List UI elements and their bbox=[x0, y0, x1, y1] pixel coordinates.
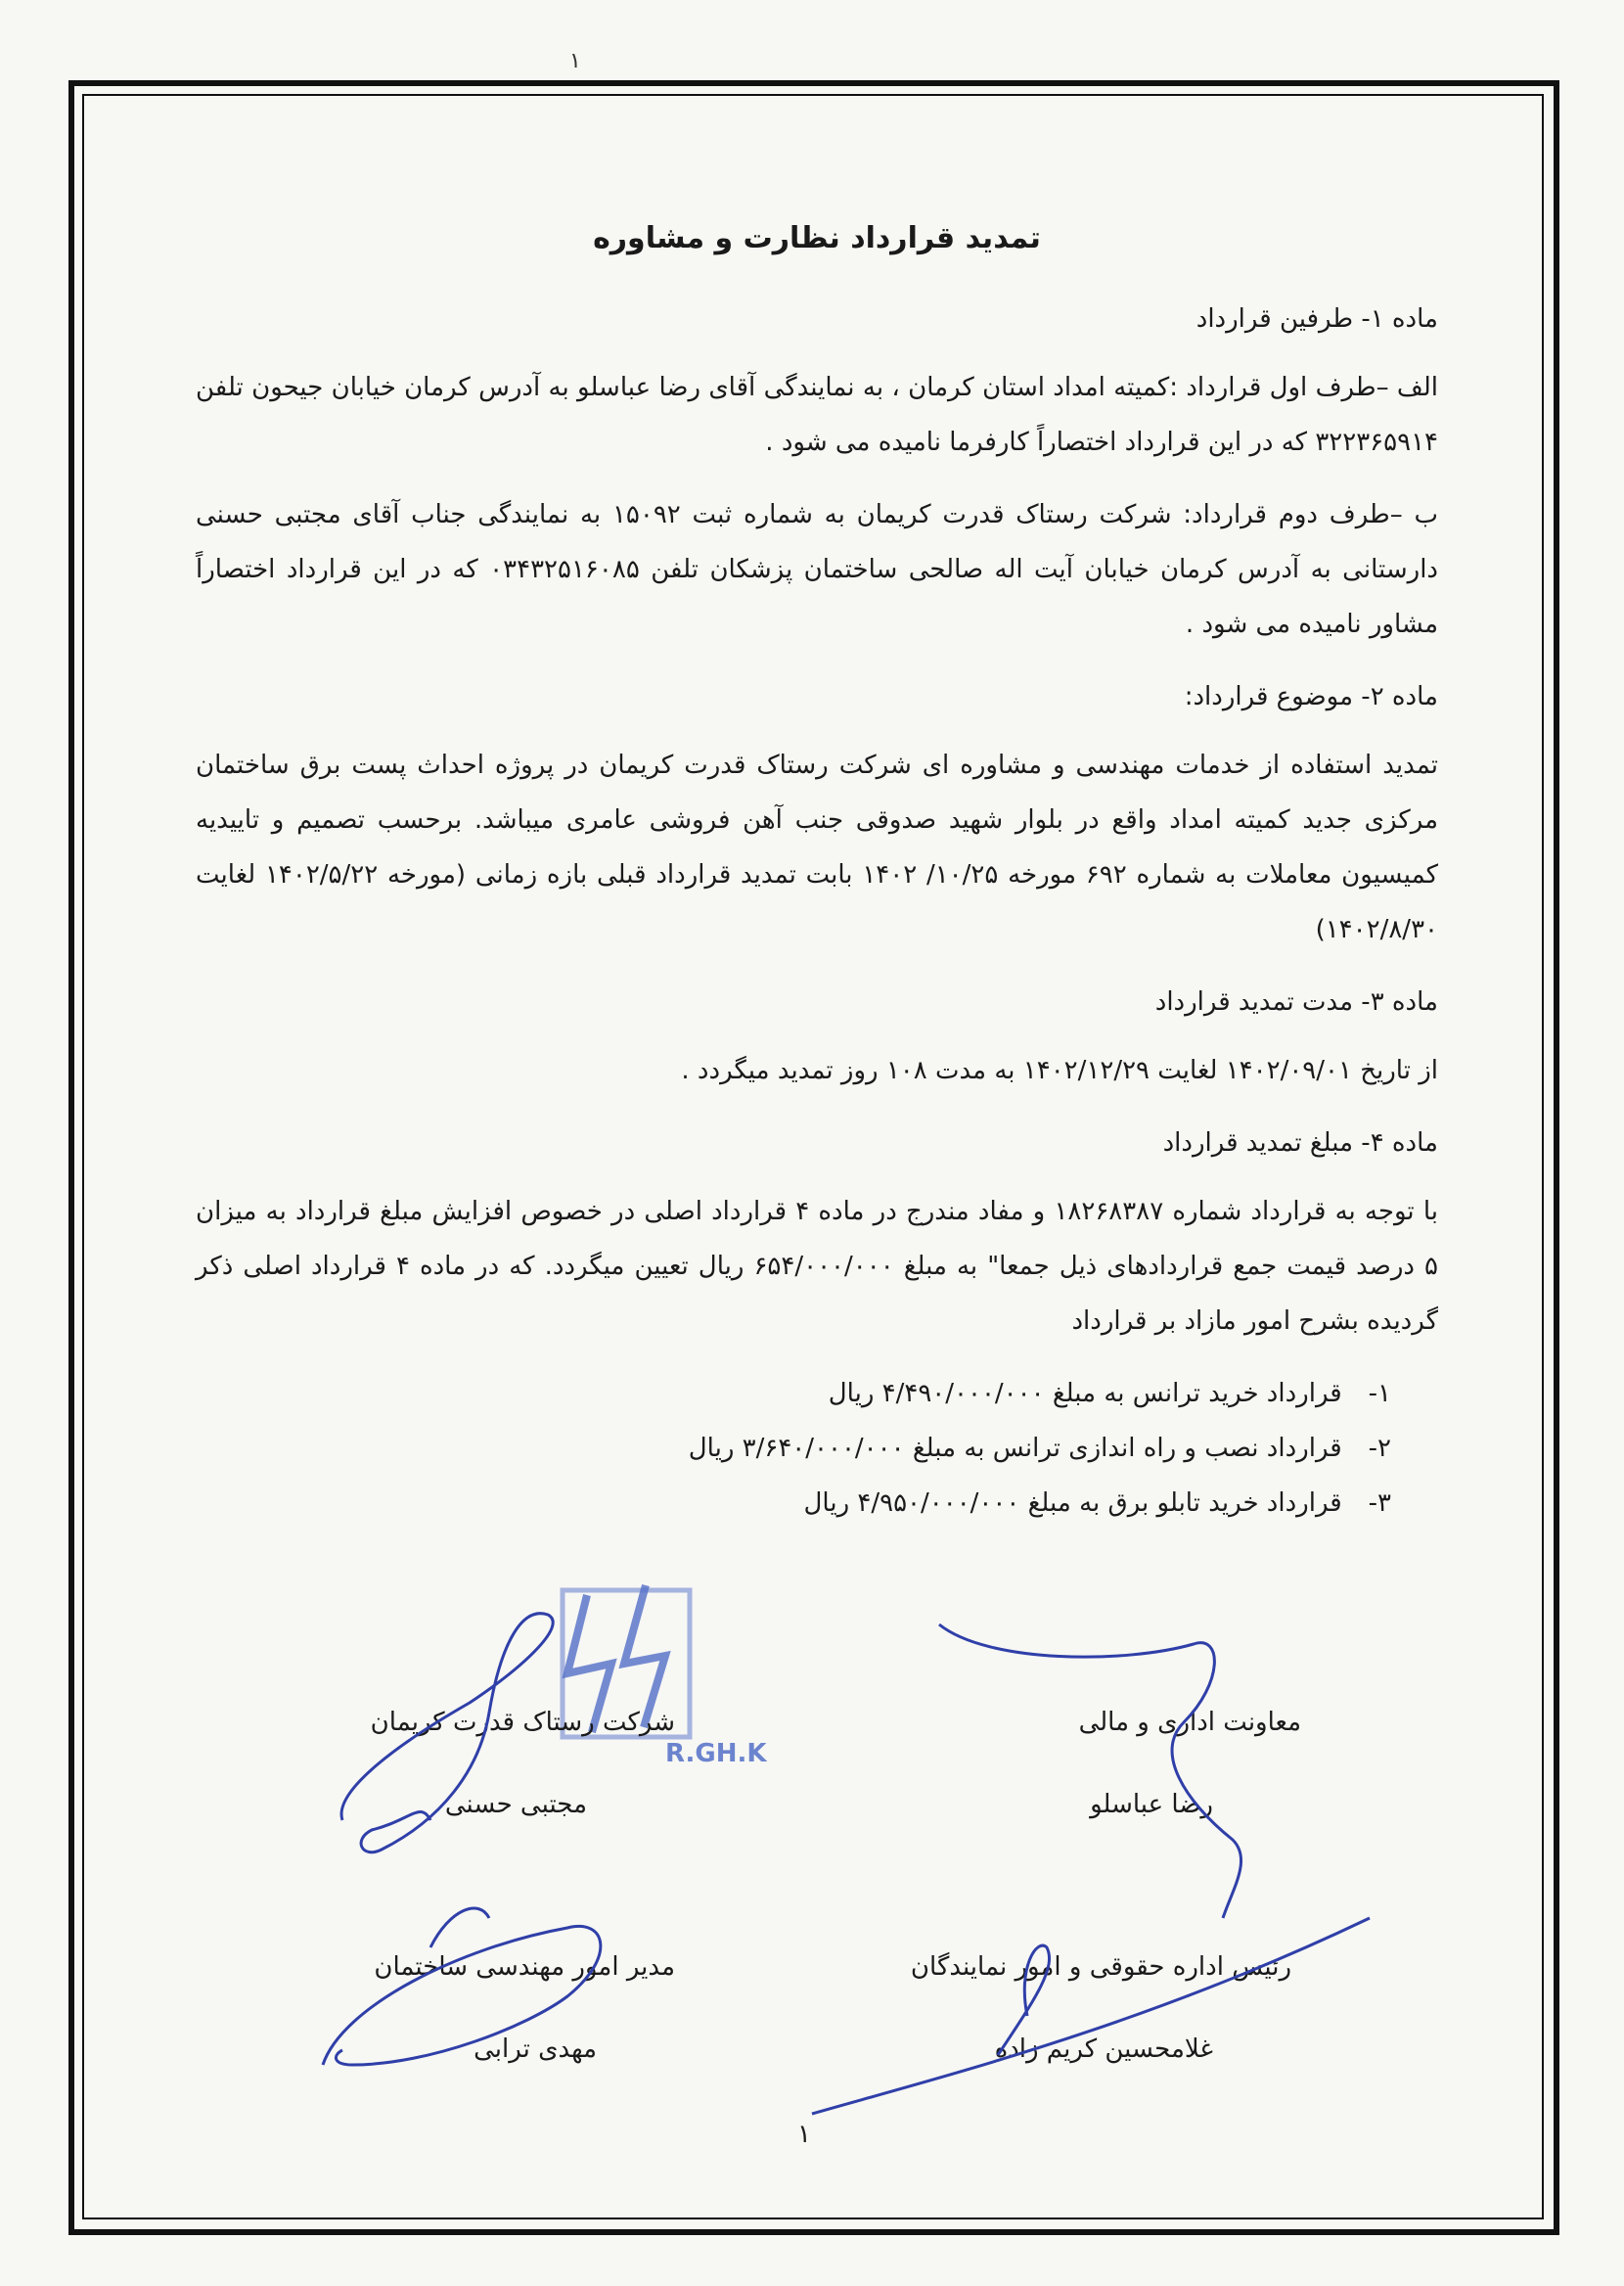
signer-name: مجتبی حسنی bbox=[444, 1790, 587, 1819]
list-item-text: قرارداد نصب و راه اندازی ترانس به مبلغ ۳/۶۴۰/۰۰۰/۰۰۰ ریال bbox=[688, 1434, 1342, 1463]
list-item-number: ۳- bbox=[1368, 1488, 1391, 1518]
list-item-number: ۱- bbox=[1368, 1379, 1391, 1408]
signer-title: معاونت اداری و مالی bbox=[1078, 1708, 1301, 1737]
article-2-body: تمدید استفاده از خدمات مهندسی و مشاوره ای شرکت رستاک قدرت کریمان در پروژه احداث پست برق ساختمان مرکزی جدید کمیته امداد واقع در بلوار شهید صدوقی جنب آهن فروشی عامری میباشد. برحسب تصمیم و تاییدیه کمیسیون معاملات به شماره ۶۹۲ مورخه ۱۰/۲۵/ ۱۴۰۲ بابت تمدید قرارداد قبلی بازه زمانی (مورخه ۱۴۰۲/۵/۲۲ لغایت ۱۴۰۲/۸/۳۰) bbox=[196, 751, 1439, 944]
top-mark: ۱ bbox=[569, 49, 581, 73]
signer-title: مدیر امور مهندسی ساختمان bbox=[374, 1952, 675, 1982]
article-1-party-a: الف –طرف اول قرارداد :کمیته امداد استان کرمان ، به نمایندگی آقای رضا عباسلو به آدرس کرمان خیابان جیحون تلفن ۳۲۲۳۶۵۹۱۴ که در این قرارداد اختصاراً کارفرما نامیده می شود . bbox=[196, 373, 1438, 457]
signer-name: مهدی ترابی bbox=[474, 2035, 597, 2064]
article-4-body: با توجه به قرارداد شماره ۱۸۲۶۸۳۸۷ و مفاد مندرج در ماده ۴ قرارداد اصلی در خصوص افزایش مبلغ قرارداد به میزان ۵ درصد قیمت جمع قراردادهای ذیل جمعا" به مبلغ ۶۵۴/۰۰۰/۰۰۰ ریال تعیین میگردد. که در ماده ۴ قرارداد اصلی ذکر گردیده بشرح امور مازاد بر قرارداد bbox=[196, 1197, 1438, 1336]
signature-block-right-top bbox=[1008, 1703, 1301, 1824]
signer-title: شرکت رستاک قدرت کریمان bbox=[370, 1708, 675, 1737]
article-3-heading: ماده ۳- مدت تمدید قرارداد bbox=[1154, 987, 1438, 1017]
signature-block-right-bottom bbox=[880, 1947, 1291, 2069]
list-item bbox=[196, 1476, 1399, 1531]
article-4-heading: ماده ۴- مبلغ تمدید قرارداد bbox=[1162, 1128, 1438, 1158]
signature-block-left-top bbox=[352, 1703, 675, 1824]
document-title: تمدید قرارداد نظارت و مشاوره bbox=[593, 221, 1041, 255]
list-item bbox=[196, 1366, 1399, 1421]
list-item-number: ۲- bbox=[1368, 1434, 1391, 1463]
article-3-body: از تاریخ ۱۴۰۲/۰۹/۰۱ لغایت ۱۴۰۲/۱۲/۲۹ به مدت ۱۰۸ روز تمدید میگردد . bbox=[681, 1056, 1438, 1085]
article-1-party-b: ب –طرف دوم قرارداد: شرکت رستاک قدرت کریمان به شماره ثبت ۱۵۰۹۲ به نمایندگی جناب آقای مجتبی حسنی دارستانی به آدرس کرمان خیابان آیت اله صالحی ساختمان پزشکان تلفن ۰۳۴۳۲۵۱۶۰۸۵ که در این قرارداد اختصاراً مشاور نامیده می شود . bbox=[196, 500, 1438, 639]
svg-text:R.GH.K: R.GH.K bbox=[665, 1739, 767, 1768]
article-1-heading: ماده ۱- طرفین قرارداد bbox=[1195, 304, 1438, 334]
article-4-items bbox=[196, 1366, 1438, 1531]
signer-name: رضا عباسلو bbox=[1090, 1790, 1213, 1819]
list-item bbox=[196, 1421, 1399, 1476]
signature-block-left-bottom bbox=[362, 1947, 675, 2069]
signer-title: رئیس اداره حقوقی و امور نمایندگان bbox=[910, 1952, 1291, 1982]
page-number: ۱ bbox=[797, 2120, 811, 2149]
list-item-text: قرارداد خرید تابلو برق به مبلغ ۴/۹۵۰/۰۰۰/۰۰۰ ریال bbox=[803, 1488, 1342, 1518]
document-body bbox=[196, 196, 1438, 1531]
list-item-text: قرارداد خرید ترانس به مبلغ ۴/۴۹۰/۰۰۰/۰۰۰ ریال bbox=[828, 1379, 1342, 1408]
article-2-heading: ماده ۲- موضوع قرارداد: bbox=[1184, 682, 1438, 711]
signer-name: غلامحسین کریم زاده bbox=[994, 2035, 1213, 2064]
